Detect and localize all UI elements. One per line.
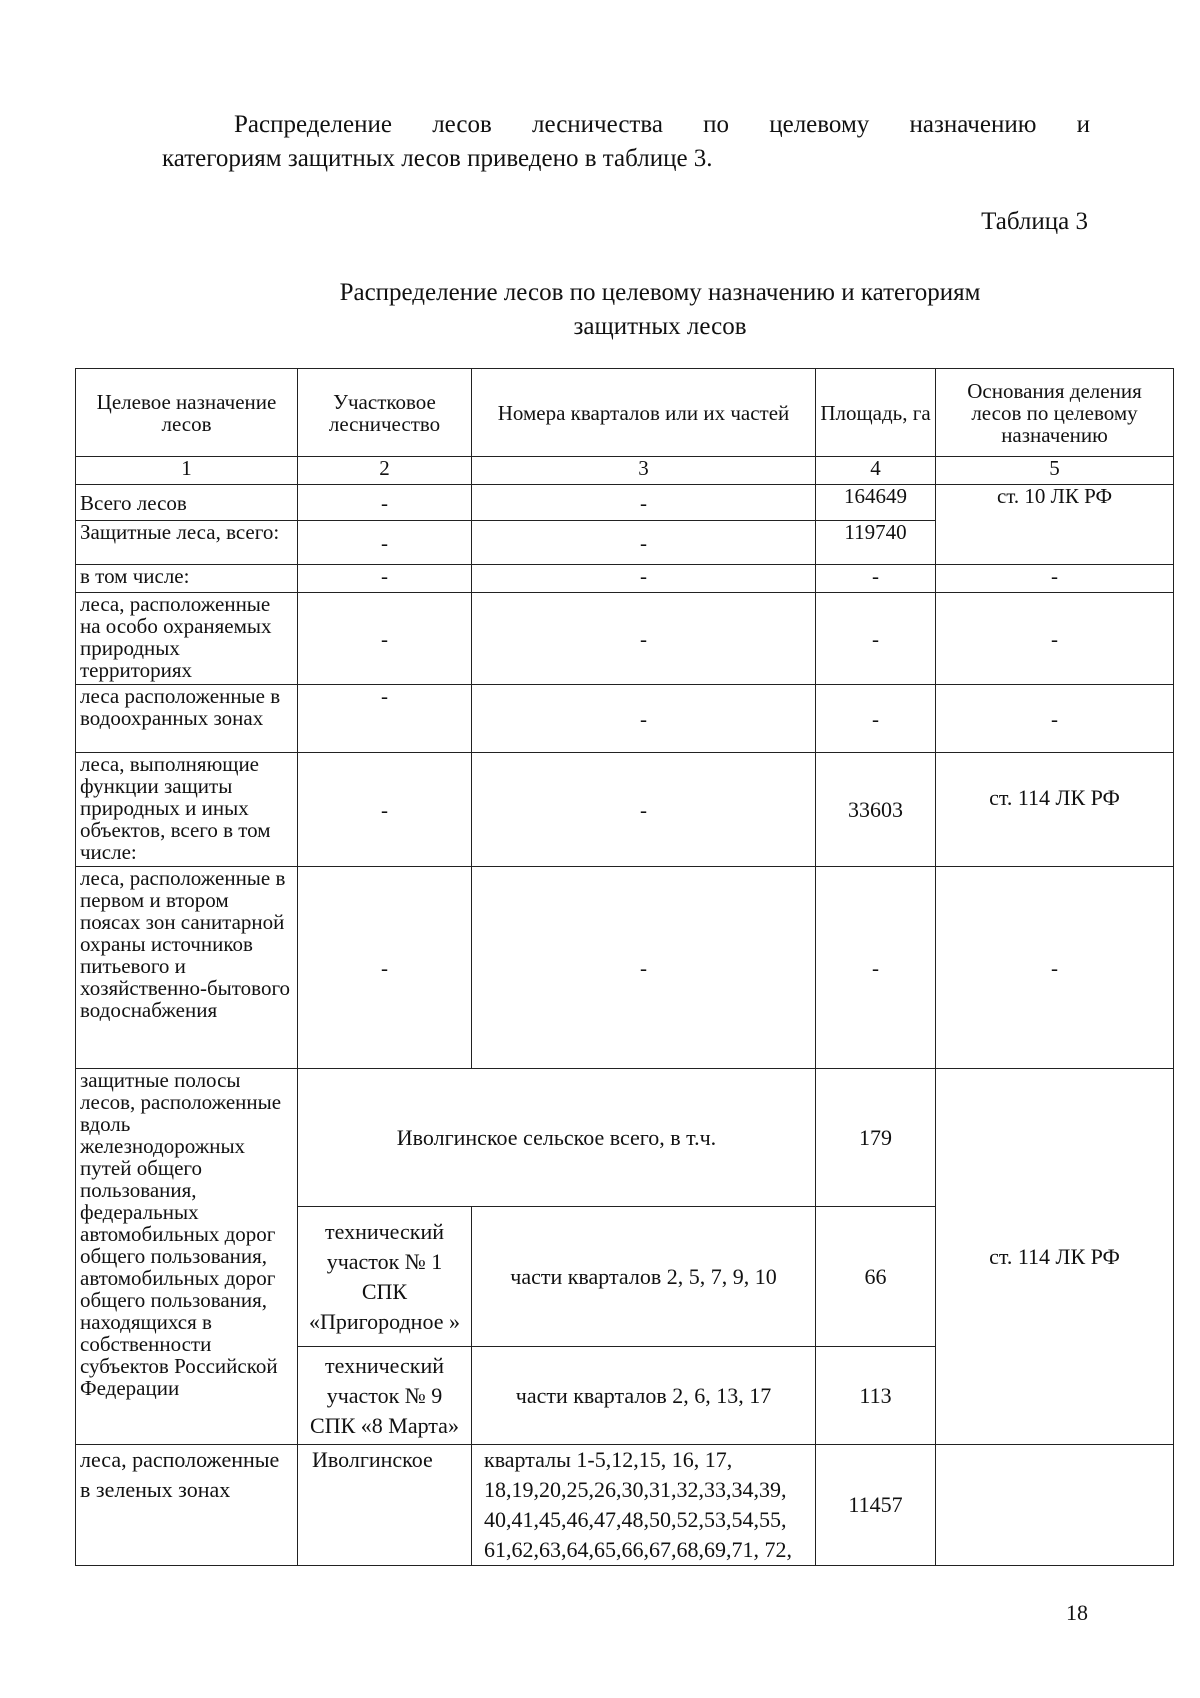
header-area: Площадь, га <box>816 369 936 457</box>
row-total: Всего лесов - - 164649 ст. 10 ЛК РФ <box>76 485 1174 521</box>
header-basis: Основания деления лесов по целевому назначению <box>936 369 1174 457</box>
row-protective-strips: защитные полосы лесов, расположенные вдоль железнодорожных путей общего пользования, федеральных автомобильных дорог общего пользования, автомобильных дорог общего пользования, находящихся в собственности субъектов Российской Федерации Иволгинское сельское всего, в т.ч. 179 ст. 114 ЛК РФ <box>76 1069 1174 1207</box>
row-including: в том числе: - - - - <box>76 565 1174 593</box>
intro-line-2: категориям защитных лесов приведено в таблице 3. <box>162 145 713 172</box>
row-oopt: леса, расположенные на особо охраняемых природных территориях - - - - <box>76 593 1174 685</box>
row-protective: Защитные леса, всего: - - 119740 <box>76 521 1174 565</box>
header-purpose: Целевое назначение лесов <box>76 369 298 457</box>
table-title: Распределение лесов по целевому назначению и категориям защитных лесов <box>339 279 981 340</box>
intro-paragraph <box>162 108 1090 176</box>
row-water-protection: леса расположенные в водоохранных зонах - - - - <box>76 685 1174 753</box>
row-green-zones: леса, расположенные в зеленых зонах Иволгинское кварталы 1-5,12,15, 16, 17, 18,19,20,25,26,30,31,32,33,34,39, 40,41,45,46,47,48,50,52,53,54,55, 61,62,63,64,65,66,67,68,69,71, 72, 11457 <box>76 1445 1174 1566</box>
header-district: Участковое лесничество <box>298 369 472 457</box>
table-header-row <box>76 369 1174 457</box>
intro-line-1: Распределение лесов лесничества по целевому назначению и <box>234 111 1090 138</box>
page-number: 18 <box>1066 1600 1088 1625</box>
row-sanitary-zones: леса, расположенные в первом и втором поясах зон санитарной охраны источников питьевого и хозяйственно-бытового водоснабжения - - - - <box>76 867 1174 1069</box>
row-strips-sub-1: технический участок № 1 СПК «Пригородное » части кварталов 2, 5, 7, 9, 10 66 <box>76 1207 1174 1347</box>
table-column-numbers: 1 2 3 4 5 <box>76 457 1174 485</box>
row-strips-sub-2: технический участок № 9 СПК «8 Марта» части кварталов 2, 6, 13, 17 113 <box>76 1347 1174 1445</box>
row-protection-functions: леса, выполняющие функции защиты природных и иных объектов, всего в том числе: - - 33603 ст. 114 ЛК РФ <box>76 753 1174 867</box>
header-quarters: Номера кварталов или их частей <box>472 369 816 457</box>
table-label: Таблица 3 <box>981 208 1088 235</box>
forest-distribution-table <box>75 368 1174 1566</box>
